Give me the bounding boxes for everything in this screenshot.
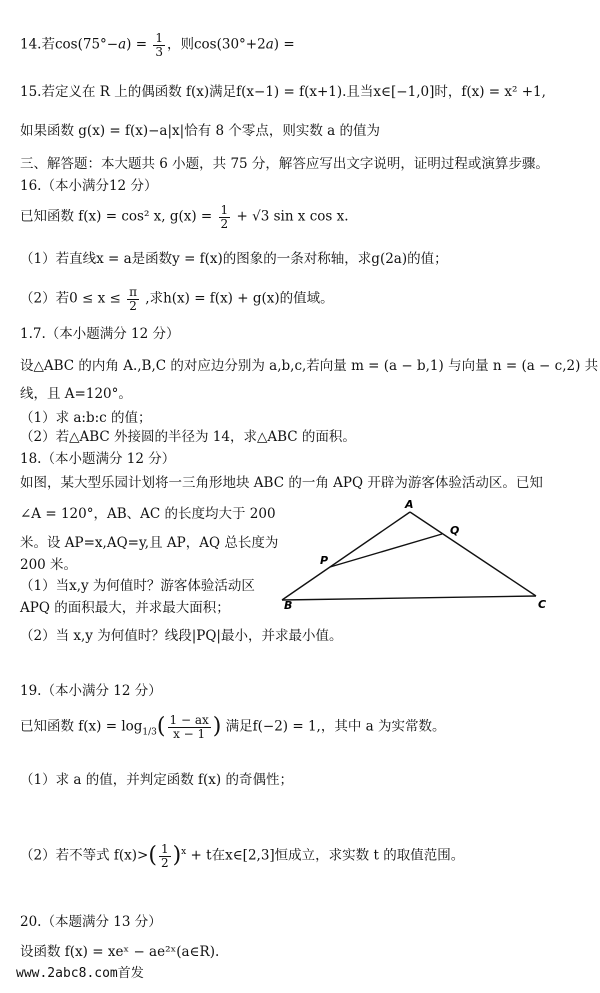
q17-title: 1.7.（本小题满分 12 分） [20, 326, 180, 342]
q17-stem1: 设△ABC 的内角 A.,B,C 的对应边分别为 a,b,c,若向量 m = (a − b,1) 与向量 n = (a − c,2) 共 [20, 358, 599, 374]
triangle-figure [280, 498, 592, 610]
q15-line2: 如果函数 g(x) = f(x)−a|x|恰有 8 个零点，则实数 a 的值为 [20, 123, 380, 139]
q18-stem4: 200 米。 [20, 557, 78, 573]
label-q: Q [450, 524, 460, 537]
q18-part2: （2）当 x,y 为何值时？线段|PQ|最小，并求最小值。 [20, 628, 343, 644]
label-b: B [284, 599, 293, 610]
q18-stem1: 如图，某大型乐园计划将一三角形地块 ABC 的一角 APQ 开辟为游客体验活动区。已知 [20, 475, 543, 491]
q16-stem: 已知函数 f(x) = cos² x, g(x) = $\frac{1}{2}$ + √3 sin x cos x. [20, 203, 349, 231]
section3-heading: 三、解答题：本大题共 6 小题，共 75 分，解答应写出文字说明，证明过程或演算步骤。 [20, 156, 549, 172]
q20-stem: 设函数 f(x) = xeˣ − ae²ˣ(a∈R). [20, 944, 220, 960]
q19-part2: （2）若不等式 f(x)>( $\frac{1}{2}$ )$^x$ + t在x∈[2,3]恒成立，求实数 t 的取值范围。 [20, 842, 465, 870]
q18-title: 18.（本小题满分 12 分） [20, 451, 176, 467]
q15-line1: 15.若定义在 R 上的偶函数 f(x)满足f(x−1) = f(x+1).且当x∈[−1,0]时，f(x) = x² +1, [20, 84, 546, 100]
q18-stem3: 米。设 AP=x,AQ=y,且 AP，AQ 总长度为 [20, 535, 279, 551]
q14-fraction: $\frac{1}{3}$ [155, 31, 163, 59]
q14-line: 14.若cos(75°−a) = $\frac{1}{3}$ ，则cos(30°+2a) = [20, 31, 295, 59]
side-ab [282, 512, 410, 600]
q16-part1: （1）若直线x = a是函数y = f(x)的图象的一条对称轴，求g(2a)的值； [20, 251, 448, 267]
q20-title: 20.（本题满分 13 分） [20, 914, 162, 930]
q17-stem2: 线，且 A=120°。 [20, 386, 132, 402]
label-p: P [320, 554, 329, 567]
q19-part1: （1）求 a 的值，并判定函数 f(x) 的奇偶性； [20, 772, 293, 788]
label-c: C [538, 598, 547, 610]
footer-watermark: www.2abc8.com首发 [16, 966, 144, 981]
q16-title: 16.（本小满分12 分） [20, 178, 158, 194]
side-ac [410, 512, 536, 596]
q18-part1a: （1）当x,y 为何值时？游客体验活动区 [20, 578, 255, 594]
q17-part1: （1）求 a:b:c 的值； [20, 410, 152, 426]
q14-number: 14.若 [20, 36, 55, 53]
q19-stem: 已知函数 $f(x) = \log_{1/3}$( $\frac{1 - ax}{x - 1}$ ) 满足f(−2) = 1,，其中 a 为实常数。 [20, 713, 446, 741]
side-bc [282, 596, 536, 600]
segment-pq [330, 534, 442, 567]
q17-part2: （2）若△ABC 外接圆的半径为 14，求△ABC 的面积。 [20, 429, 356, 445]
q16-part2: （2）若0 ≤ x ≤ $\frac{\pi}{2}$ ,求h(x) = f(x) + g(x)的值域。 [20, 285, 334, 313]
q18-part1b: APQ 的面积最大，并求最大面积； [20, 600, 230, 616]
label-a: A [405, 498, 414, 511]
q18-stem2: ∠A = 120°，AB、AC 的长度均大于 200 [20, 506, 276, 522]
q19-title: 19.（本小满分 12 分） [20, 683, 162, 699]
